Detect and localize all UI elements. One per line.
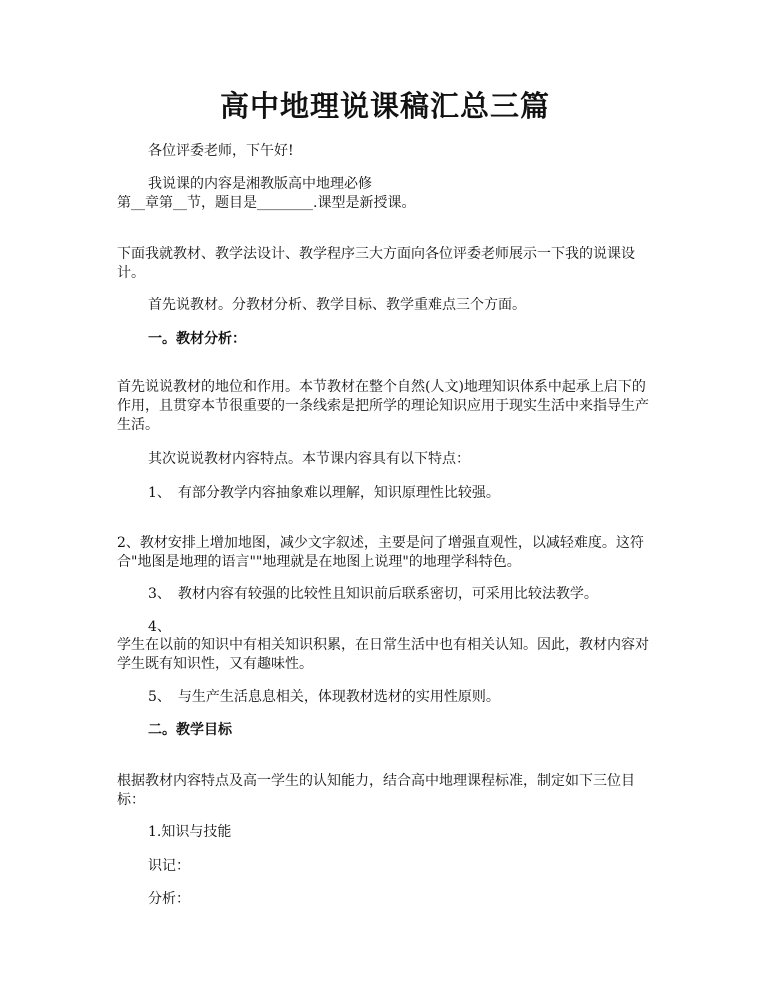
paragraph-memorize: 识记： xyxy=(148,858,190,874)
paragraph-course-content: 我说课的内容是湘教版高中地理必修 xyxy=(148,176,372,192)
heading-teaching-goals: 二。教学目标 xyxy=(148,722,232,738)
document-title: 高中地理说课稿汇总三篇 xyxy=(219,89,550,123)
paragraph-goals-intro: 根据教材内容特点及高一学生的认知能力，结合高中地理课程标准，制定如下三位目标： xyxy=(117,773,635,808)
paragraph-status-role: 首先说说教材的地位和作用。本节教材在整个自然(人文)地理知识体系中起承上启下的作用，且贯穿本节很重要的一条线索是把所学的理论知识应用于现实生活中来指导生产生活。 xyxy=(117,379,649,433)
paragraph-overview: 下面我就教材、教学法设计、教学程序三大方面向各位评委老师展示一下我的说课设计。 xyxy=(117,246,635,281)
list-item-5: 5、 与生产生活息息相关，体现教材选材的实用性原则。 xyxy=(148,689,500,705)
heading-textbook-analysis: 一。教材分析： xyxy=(148,331,246,347)
paragraph-textbook-intro: 首先说教材。分教材分析、教学目标、教学重难点三个方面。 xyxy=(148,297,526,313)
paragraph-analyze: 分析： xyxy=(148,891,190,907)
list-item-1: 1、 有部分教学内容抽象难以理解，知识原理性比较强。 xyxy=(148,485,500,501)
paragraph-greeting: 各位评委老师，下午好! xyxy=(148,143,294,159)
list-item-3: 3、 教材内容有较强的比较性且知识前后联系密切，可采用比较法教学。 xyxy=(148,586,598,602)
paragraph-chapter-section: 第__章第__节，题目是________.课型是新授课。 xyxy=(117,195,416,211)
paragraph-content-features: 其次说说教材内容特点。本节课内容具有以下特点： xyxy=(148,451,470,467)
list-item-4-number: 4、 xyxy=(148,619,171,635)
list-item-4-text: 学生在以前的知识中有相关知识积累，在日常生活中也有相关认知。因此，教材内容对学生既有知识性，又有趣味性。 xyxy=(117,637,649,672)
paragraph-knowledge-skills: 1.知识与技能 xyxy=(148,824,232,840)
list-item-2: 2、教材安排上增加地图，减少文字叙述，主要是问了增强直观性，以减轻难度。这符合"地图是地理的语言""地理就是在地图上说理"的地理学科特色。 xyxy=(117,535,644,570)
